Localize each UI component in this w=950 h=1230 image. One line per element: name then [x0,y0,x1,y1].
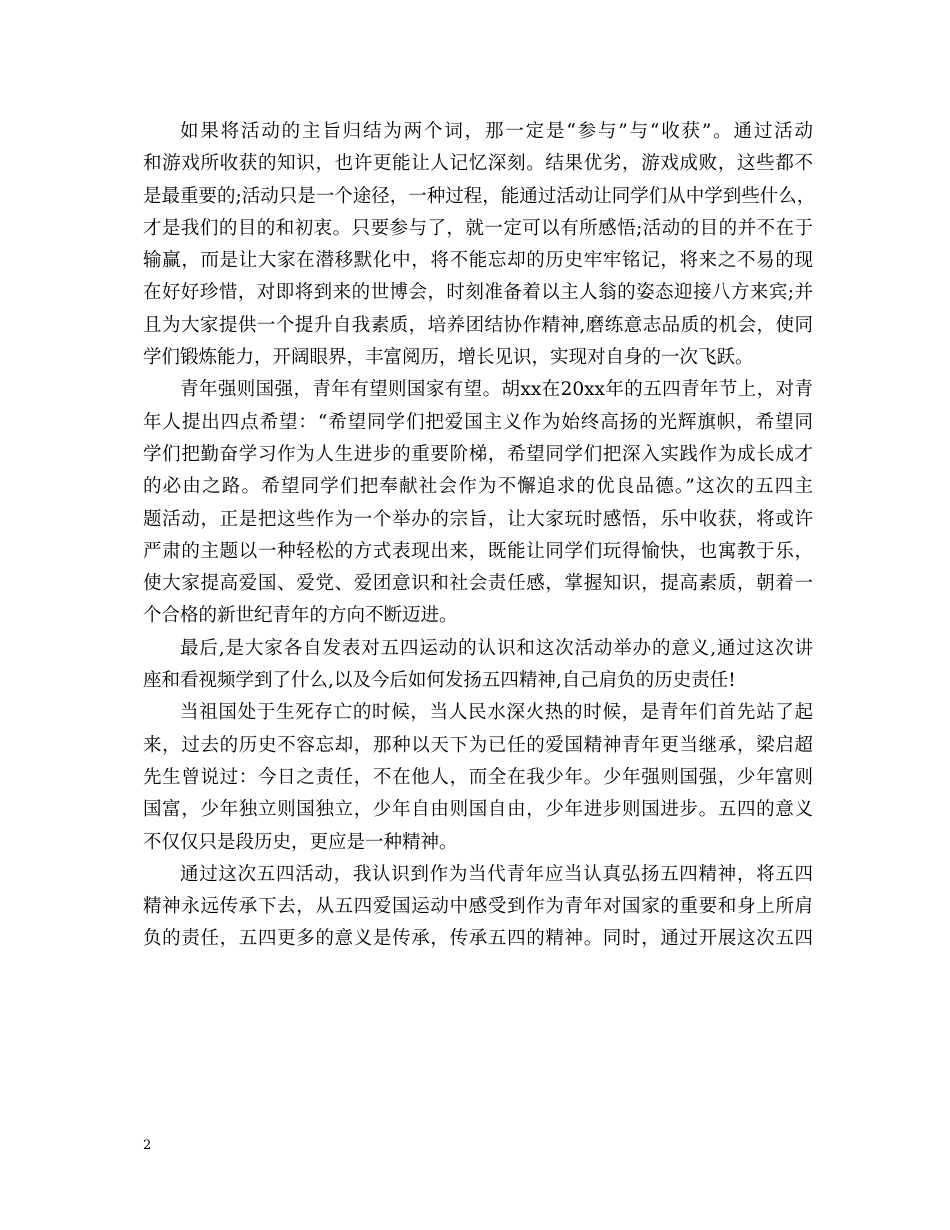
paragraph-line: 严肃的主题以一种轻松的方式表现出来，既能让同学们玩得愉快，也寓教于乐， [143,540,813,562]
paragraph-line: 的必由之路。希望同学们把奉献社会作为不懈追求的优良品德。”这次的五四主 [143,476,813,498]
paragraph [143,374,813,632]
paragraph-line: 先生曾说过：今日之责任，不在他人，而全在我少年。少年强则国强，少年富则 [143,766,813,788]
paragraph [143,116,816,374]
paragraph-line: 负的责任，五四更多的意义是传承，传承五四的精神。同时，通过开展这次五四 [143,928,813,950]
paragraph-line: 当祖国处于生死存亡的时候，当人民水深火热的时候，是青年们首先站了起 [180,702,813,724]
paragraph-line: 在好好珍惜，对即将到来的世博会，时刻准备着以主人翁的姿态迎接八方来宾;并 [143,282,813,304]
paragraph-line: 国富，少年独立则国独立，少年自由则国自由，少年进步则国进步。五四的意义 [143,799,813,821]
paragraph-line: 学们锻炼能力，开阔眼界，丰富阅历，增长见识，实现对自身的一次飞跃。 [143,347,754,369]
paragraph-line: 是最重要的;活动只是一个途径，一种过程，能通过活动让同学们从中学到些什么， [143,185,816,207]
paragraph-line: 题活动，正是把这些作为一个举办的宗旨，让大家玩时感悟，乐中收获，将或许 [143,508,813,530]
paragraph-line: 最后,是大家各自发表对五四运动的认识和这次活动举办的意义,通过这次讲 [180,637,813,659]
paragraph-line: 座和看视频学到了什么,以及今后如何发扬五四精神,自己肩负的历史责任! [143,670,736,692]
paragraph-line: 精神永远传承下去，从五四爱国运动中感受到作为青年对国家的重要和身上所肩 [143,896,813,918]
paragraph-line: 不仅仅只是段历史，更应是一种精神。 [143,831,458,853]
paragraph-line: 如果将活动的主旨归结为两个词，那一定是“参与”与“收获”。通过活动 [180,121,813,142]
paragraph-line: 使大家提高爱国、爱党、爱团意识和社会责任感，掌握知识，提高素质，朝着一 [143,573,813,595]
page-number: 2 [143,1138,152,1153]
paragraph [143,697,813,858]
paragraph-line: 年人提出四点希望：“希望同学们把爱国主义作为始终高扬的光辉旗帜，希望同 [143,411,813,433]
paragraph [143,859,813,956]
paragraph-line: 来，过去的历史不容忘却，那种以天下为已任的爱国精神青年更当继承，梁启超 [143,734,813,756]
paragraph-line: 个合格的新世纪青年的方向不断迈进。 [143,605,458,627]
paragraph-line: 输赢，而是让大家在潜移默化中，将不能忘却的历史牢牢铭记，将来之不易的现 [143,250,813,272]
document-body [143,116,816,956]
paragraph-line: 通过这次五四活动，我认识到作为当代青年应当认真弘扬五四精神，将五四 [180,863,813,885]
paragraph [143,633,813,698]
paragraph-line: 且为大家提供一个提升自我素质，培养团结协作精神,磨练意志品质的机会，使同 [143,314,813,336]
paragraph-line: 青年强则国强，青年有望则国家有望。胡xx在20xx年的五四青年节上，对青 [180,379,813,401]
paragraph-line: 和游戏所收获的知识，也许更能让人记忆深刻。结果优劣，游戏成败，这些都不 [143,153,813,175]
paragraph-line: 才是我们的目的和初衷。只要参与了，就一定可以有所感悟;活动的目的并不在于 [143,217,813,239]
paragraph-line: 学们把勤奋学习作为人生进步的重要阶梯，希望同学们把深入实践作为成长成才 [143,443,813,465]
